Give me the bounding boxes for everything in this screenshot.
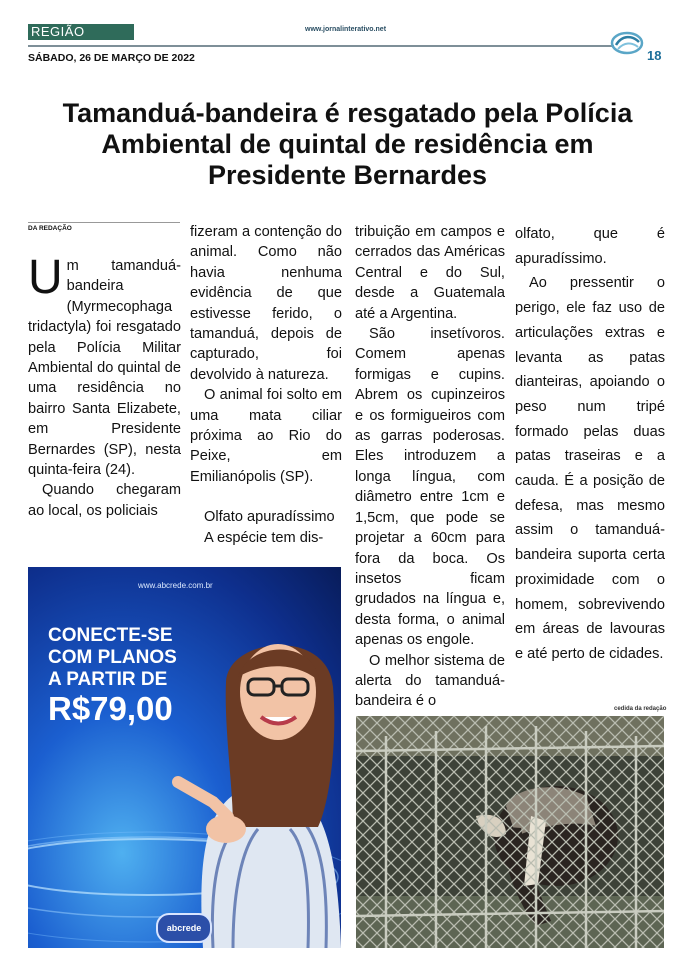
newspaper-logo-icon	[610, 30, 644, 56]
article-column-4	[515, 222, 665, 667]
article-paragraph: São insetívoros. Comem apenas formigas e cupins. Abrem os cupinzeiros e os formigueiros com as garras poderosas. Eles introduzem a longa língua, com diâmetro entre 1cm e 1,5cm, que pode se projetar a 60cm para fora da boca. Os insetos ficam grudados na língua e, desta forma, o animal apenas os engole.	[355, 326, 505, 649]
header-divider	[28, 45, 614, 47]
article-column-2	[190, 222, 342, 548]
publication-date: SÁBADO, 26 DE MARÇO DE 2022	[28, 52, 195, 64]
article-paragraph: A espécie tem dis-	[204, 529, 324, 546]
drop-cap: U	[28, 251, 63, 304]
section-label: REGIÃO	[28, 24, 134, 40]
ad-line-1: CONECTE-SE	[48, 625, 173, 646]
article-subhead: Olfato apuradíssimo	[204, 509, 335, 526]
ad-price: R$79,00	[48, 690, 173, 727]
article-paragraph: Ao pressentir o perigo, ele faz uso de articulações extras e levanta as patas dianteiras, apoiando o peso num tripé formado pelas duas patas traseiras e a cauda. É a posição de defesa, mas mesmo assim o tamanduá-bandeira suporta certa proximidade com o homem, sobrevivendo em áreas de lavouras e até perto de cidades.	[515, 275, 665, 662]
site-url[interactable]: www.jornalinterativo.net	[305, 26, 387, 33]
article-photo	[356, 716, 664, 948]
anteater-cage-photo	[356, 716, 664, 948]
photo-credit: cedida da redação	[614, 706, 667, 712]
advertisement-banner[interactable]	[28, 567, 341, 948]
article-column-3	[355, 222, 505, 712]
byline: DA REDAÇÃO	[28, 222, 180, 232]
article-paragraph: Quando chegaram ao local, os policiais	[28, 482, 181, 519]
article-paragraph: Um tamanduá-bandeira (Myrmecophaga tridactyla) foi resgatado pela Polícia Militar Ambiental do quintal de uma residência no bairro Santa Elizabete, em Presidente Bernardes (SP), nesta quinta-feira (24).	[28, 251, 181, 479]
ad-brand-logo: abcrede	[156, 913, 212, 943]
article-paragraph: olfato, que é apuradíssimo.	[515, 226, 665, 267]
ad-line-2: COM PLANOS	[48, 647, 177, 668]
ad-line-3: A PARTIR DE	[48, 669, 168, 690]
article-paragraph: tribuição em campos e cerrados das Américas Central e do Sul, desde a Guatemala até a Argentina.	[355, 224, 505, 322]
article-column-1	[28, 251, 181, 521]
article-paragraph: O animal foi solto em uma mata ciliar próxima ao Rio do Peixe, em Emilianópolis (SP).	[190, 387, 342, 485]
article-paragraph: O melhor sistema de alerta do tamanduá-bandeira é o	[355, 652, 505, 710]
ad-url: www.abcrede.com.br	[138, 581, 213, 590]
article-headline: Tamanduá-bandeira é resgatado pela Polícia Ambiental de quintal de residência em Presidente Bernardes	[62, 98, 633, 190]
article-paragraph: fizeram a contenção do animal. Como não havia nenhuma evidência de que estivesse ferido, o tamanduá, depois de capturado, foi devolvido à natureza.	[190, 224, 342, 383]
page-number: 18	[647, 48, 662, 63]
